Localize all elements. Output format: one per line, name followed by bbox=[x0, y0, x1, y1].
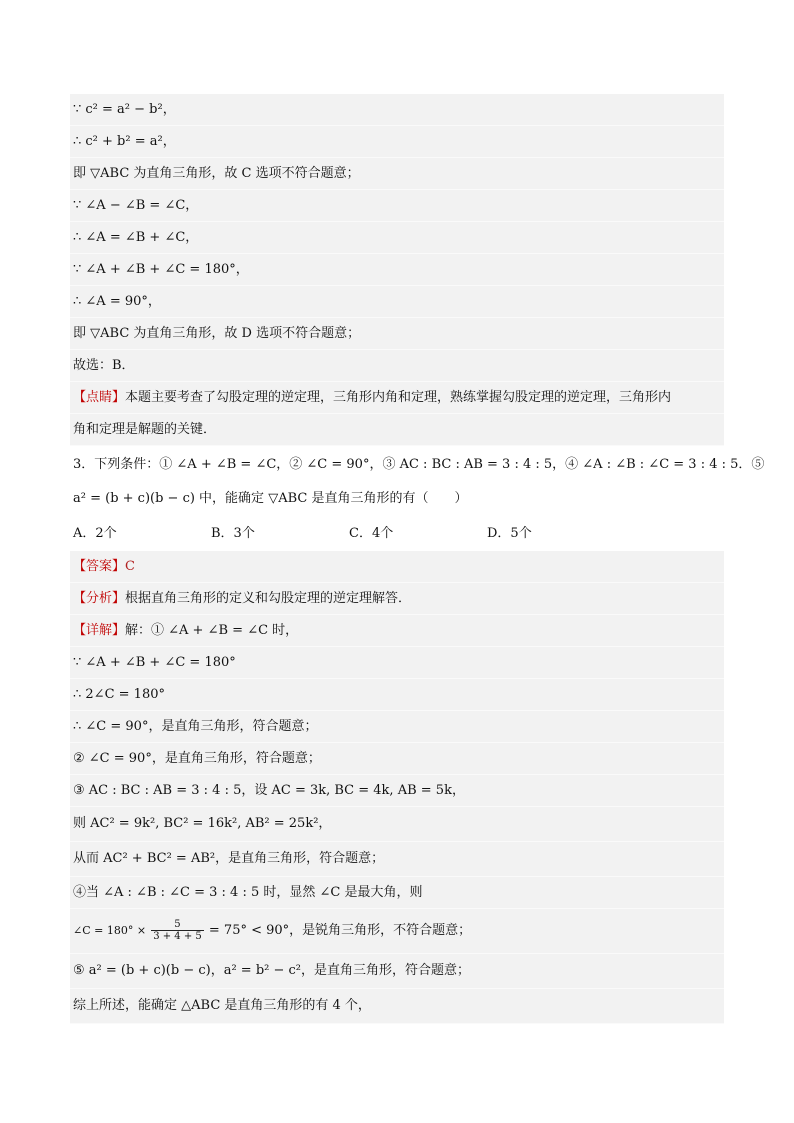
answer-tag: 【答案】 bbox=[73, 559, 126, 574]
summary-line: 综上所述，能确定 △ABC 是直角三角形的有 4 个， bbox=[70, 989, 724, 1024]
option-a: A．2个 bbox=[73, 526, 117, 541]
option-d: D．5个 bbox=[487, 526, 532, 541]
solution-line: ∵ ∠A − ∠B = ∠C， bbox=[70, 190, 724, 222]
fraction-numerator: 5 bbox=[151, 919, 204, 931]
solution-line: ∴ c² + b² = a²， bbox=[70, 126, 724, 158]
comment-tag: 【点睛】 bbox=[73, 390, 126, 405]
fraction-denominator: 3 + 4 + 5 bbox=[153, 931, 202, 942]
comment-line-1 bbox=[70, 382, 724, 414]
analysis-tag: 【分析】 bbox=[73, 591, 126, 606]
answer-block bbox=[70, 551, 724, 1024]
detail-tag: 【详解】 bbox=[73, 623, 126, 638]
detail-step: 则 AC² = 9k², BC² = 16k², AB² = 25k²， bbox=[70, 807, 724, 842]
analysis-text: 根据直角三角形的定义和勾股定理的逆定理解答． bbox=[125, 591, 412, 606]
fraction-prefix: ∠C = 180° × bbox=[73, 924, 147, 937]
option-b: B．3个 bbox=[211, 526, 255, 541]
solution-line: ∴ ∠A = ∠B + ∠C， bbox=[70, 222, 724, 254]
comment-line-2: 角和定理是解题的关键． bbox=[70, 414, 724, 446]
detail-step: ③ AC : BC : AB = 3 : 4 : 5，设 AC = 3k, BC = 4k, AB = 5k， bbox=[70, 775, 724, 807]
detail-step-five: ⑤ a² = (b + c)(b − c)，a² = b² − c²，是直角三角形，符合题意； bbox=[70, 954, 724, 989]
solution-line: 故选：B． bbox=[70, 350, 724, 382]
solution-line: ∴ ∠A = 90°， bbox=[70, 286, 724, 318]
detail-step: ∵ ∠A + ∠B + ∠C = 180° bbox=[70, 647, 724, 679]
detail-step: ∴ ∠C = 90°，是直角三角形，符合题意； bbox=[70, 711, 724, 743]
detail-step: ② ∠C = 90°，是直角三角形，符合题意； bbox=[70, 743, 724, 775]
comment-text: 本题主要考查了勾股定理的逆定理，三角形内角和定理，熟练掌握勾股定理的逆定理，三角形内 bbox=[125, 390, 672, 405]
solution-line: ∵ c² = a² − b²， bbox=[70, 94, 724, 126]
question-stem-line-1: 3．下列条件：① ∠A + ∠B = ∠C，② ∠C = 90°，③ AC : BC : AB = 3 : 4 : 5，④ ∠A : ∠B : ∠C = 3 : 4 : 5．⑤ bbox=[73, 457, 765, 472]
detail-step: ∴ 2∠C = 180° bbox=[70, 679, 724, 711]
solution-line: 即 ▽ABC 为直角三角形，故 D 选项不符合题意； bbox=[70, 318, 724, 350]
answer-line bbox=[70, 551, 724, 583]
analysis-line bbox=[70, 583, 724, 615]
solution-line: ∵ ∠A + ∠B + ∠C = 180°， bbox=[70, 254, 724, 286]
options-row bbox=[70, 516, 724, 552]
detail-step: ④当 ∠A : ∠B : ∠C = 3 : 4 : 5 时，显然 ∠C 是最大角，则 bbox=[70, 877, 724, 909]
detail-text: 解：① ∠A + ∠B = ∠C 时， bbox=[125, 623, 299, 638]
detail-line bbox=[70, 615, 724, 647]
answer-value: C bbox=[125, 559, 135, 574]
detail-step: 从而 AC² + BC² = AB²，是直角三角形，符合题意； bbox=[70, 842, 724, 877]
question-stem-line-2: a² = (b + c)(b − c) 中，能确定 ▽ABC 是直角三角形的有（ ） bbox=[73, 491, 468, 506]
question-3 bbox=[70, 448, 765, 552]
fraction-line bbox=[70, 909, 724, 954]
previous-solution-block bbox=[70, 94, 724, 446]
option-c: C．4个 bbox=[349, 526, 394, 541]
fraction-suffix: = 75° < 90°，是锐角三角形，不符合题意； bbox=[208, 923, 472, 938]
fraction bbox=[151, 919, 204, 942]
solution-line: 即 ▽ABC 为直角三角形，故 C 选项不符合题意； bbox=[70, 158, 724, 190]
